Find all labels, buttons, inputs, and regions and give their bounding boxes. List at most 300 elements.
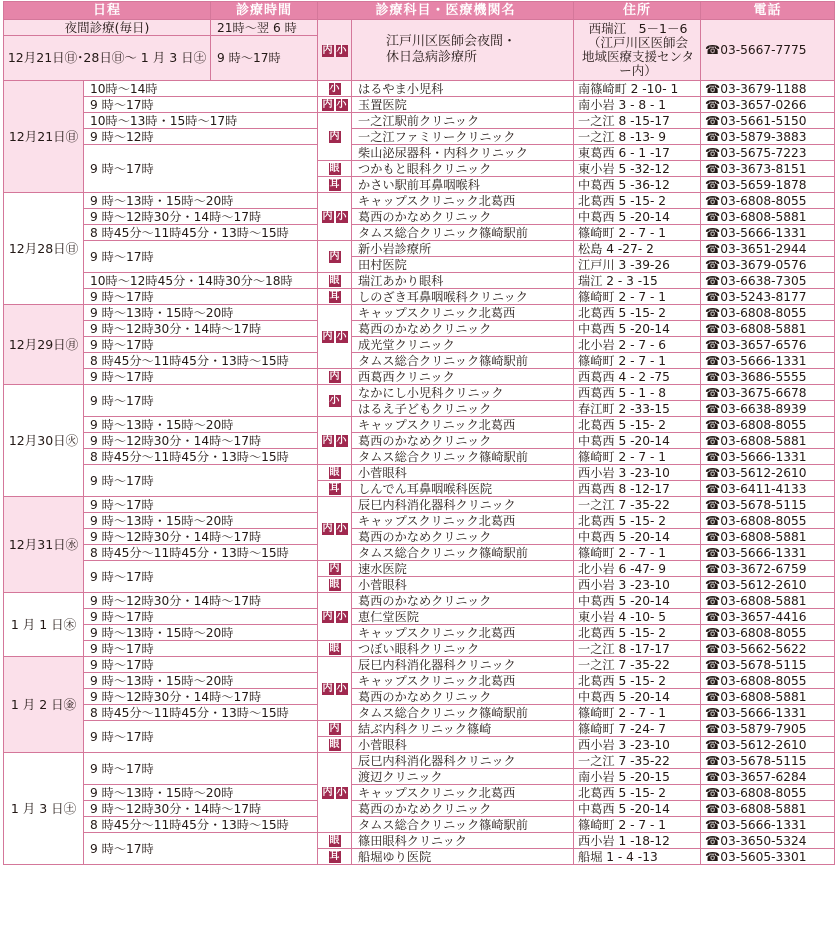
date-cell: 12月30日㊋: [4, 385, 84, 497]
clinic-row: [4, 833, 835, 849]
department-cell: [318, 833, 352, 849]
clinic-address: 南篠崎町 2 -10- 1: [574, 81, 701, 97]
clinic-address: 篠崎町 2 - 7 - 1: [574, 705, 701, 721]
hours-cell: 9 時～12時30分・14時～17時: [84, 529, 318, 545]
hours-cell: 9 時～13時・15時～20時: [84, 625, 318, 641]
dept-badge-internal: 内: [329, 723, 340, 734]
hours-cell: 8 時45分～11時45分・13時～15時: [84, 449, 318, 465]
clinic-name: キャップスクリニック北葛西: [352, 193, 574, 209]
night-row-1: [4, 20, 835, 36]
hours-cell: 9 時～12時30分・14時～17時: [84, 593, 318, 609]
hours-cell: 9 時～17時: [84, 721, 318, 753]
clinic-phone: ☎03-5662-5622: [701, 641, 835, 657]
clinic-row: [4, 225, 835, 241]
clinic-phone: ☎03-5243-8177: [701, 289, 835, 305]
dept-badge-ophthalmology: 眼: [329, 467, 340, 478]
dept-badge-pediatrics: 小: [336, 99, 347, 110]
clinic-name: キャップスクリニック北葛西: [352, 625, 574, 641]
clinic-phone: ☎03-6808-8055: [701, 673, 835, 689]
clinic-phone: ☎03-6638-7305: [701, 273, 835, 289]
clinic-address: 瑞江 2 - 3 -15: [574, 273, 701, 289]
clinic-name: 玉置医院: [352, 97, 574, 113]
dept-badge-pediatrics: 小: [329, 395, 340, 406]
hours-cell: 9 時～17時: [84, 641, 318, 657]
date-cell: 12月29日㊊: [4, 305, 84, 385]
clinic-row: [4, 321, 835, 337]
clinic-row: [4, 625, 835, 641]
hours-cell: 9 時～17時: [84, 145, 318, 193]
clinic-name: 結ぶ内科クリニック篠崎: [352, 721, 574, 737]
department-cell: [318, 753, 352, 833]
clinic-name: キャップスクリニック北葛西: [352, 673, 574, 689]
clinic-phone: ☎03-3673-8151: [701, 161, 835, 177]
clinic-name: しのざき耳鼻咽喉科クリニック: [352, 289, 574, 305]
clinic-row: [4, 449, 835, 465]
clinic-row: [4, 113, 835, 129]
clinic-name: 新小岩診療所: [352, 241, 574, 257]
clinic-address: 江戸川 3 -39-26: [574, 257, 701, 273]
department-cell: [318, 593, 352, 641]
clinic-row: [4, 241, 835, 257]
dept-badge-pediatrics: 小: [336, 331, 347, 342]
clinic-phone: ☎03-6808-5881: [701, 689, 835, 705]
date-cell: 12月21日㊐: [4, 81, 84, 193]
clinic-address: 北葛西 5 -15- 2: [574, 785, 701, 801]
hours-cell: 8 時45分～11時45分・13時～15時: [84, 817, 318, 833]
dept-badge-ophthalmology: 眼: [329, 739, 340, 750]
clinic-address: 中葛西 5 -20-14: [574, 801, 701, 817]
clinic-name: キャップスクリニック北葛西: [352, 417, 574, 433]
dept-badge-pediatrics: 小: [336, 44, 347, 56]
hours-cell: 8 時45分～11時45分・13時～15時: [84, 705, 318, 721]
clinic-address: 西小岩 3 -23-10: [574, 577, 701, 593]
hours-cell: 9 時～17時: [84, 289, 318, 305]
dept-badge-internal: 内: [329, 131, 340, 142]
clinic-address: 西葛西 5 - 1 - 8: [574, 385, 701, 401]
clinic-address: 西葛西 8 -12-17: [574, 481, 701, 497]
hours-cell: 9 時～17時: [84, 465, 318, 497]
dept-badge-internal: 内: [322, 331, 333, 342]
clinic-phone: ☎03-3686-5555: [701, 369, 835, 385]
clinic-phone: ☎03-6808-8055: [701, 305, 835, 321]
clinic-name: つかもと眼科クリニック: [352, 161, 574, 177]
dept-badge-ent: 耳: [329, 483, 340, 494]
clinic-name: 辰巳内科消化器科クリニック: [352, 753, 574, 769]
hours-cell: 9 時～17時: [84, 385, 318, 417]
clinic-address: 中葛西 5 -20-14: [574, 529, 701, 545]
clinic-phone: ☎03-6808-5881: [701, 593, 835, 609]
clinic-phone: ☎03-6808-8055: [701, 417, 835, 433]
header-address: 住所: [574, 2, 701, 20]
clinic-address: 松島 4 -27- 2: [574, 241, 701, 257]
holiday-time: 9 時～17時: [211, 36, 318, 81]
clinic-row: [4, 513, 835, 529]
clinic-row: [4, 705, 835, 721]
department-cell: [318, 385, 352, 417]
clinic-row: [4, 273, 835, 289]
clinic-row: [4, 545, 835, 561]
hours-cell: 9 時～17時: [84, 97, 318, 113]
clinic-name: タムス総合クリニック篠崎駅前: [352, 225, 574, 241]
hours-cell: 8 時45分～11時45分・13時～15時: [84, 225, 318, 241]
department-cell: [318, 369, 352, 385]
hours-cell: 10時～14時: [84, 81, 318, 97]
clinic-address: 中葛西 5 -20-14: [574, 209, 701, 225]
clinic-name: 柴山泌尿器科・内科クリニック: [352, 145, 574, 161]
clinic-address: 船堀 1 - 4 -13: [574, 849, 701, 865]
clinic-address: 篠崎町 2 - 7 - 1: [574, 353, 701, 369]
clinic-address: 一之江 7 -35-22: [574, 657, 701, 673]
header-row: [4, 2, 835, 20]
department-cell: [318, 81, 352, 97]
clinic-name: キャップスクリニック北葛西: [352, 785, 574, 801]
clinic-address: 篠崎町 2 - 7 - 1: [574, 225, 701, 241]
clinic-address: 中葛西 5 -20-14: [574, 689, 701, 705]
dept-badge-ophthalmology: 眼: [329, 579, 340, 590]
dept-badge-internal: 内: [322, 523, 333, 534]
clinic-phone: ☎03-5659-1878: [701, 177, 835, 193]
dept-badge-internal: 内: [322, 435, 333, 446]
dept-badge-ent: 耳: [329, 851, 340, 862]
clinic-phone: ☎03-5678-5115: [701, 753, 835, 769]
clinic-phone: ☎03-5879-3883: [701, 129, 835, 145]
clinic-address: 南小岩 3 - 8 - 1: [574, 97, 701, 113]
clinic-phone: ☎03-6638-8939: [701, 401, 835, 417]
clinic-phone: ☎03-6808-8055: [701, 193, 835, 209]
night-label: 夜間診療(毎日): [4, 20, 211, 36]
clinic-address: 西小岩 3 -23-10: [574, 465, 701, 481]
clinic-name: 西葛西クリニック: [352, 369, 574, 385]
dept-badge-pediatrics: 小: [336, 611, 347, 622]
clinic-name: タムス総合クリニック篠崎駅前: [352, 545, 574, 561]
clinic-name: はるえ子どもクリニック: [352, 401, 574, 417]
department-cell: [318, 849, 352, 865]
clinic-address: 北葛西 5 -15- 2: [574, 417, 701, 433]
clinic-name: つぼい眼科クリニック: [352, 641, 574, 657]
clinic-name: しんでん耳鼻咽喉科医院: [352, 481, 574, 497]
hours-cell: 9 時～17時: [84, 337, 318, 353]
clinic-phone: ☎03-6808-5881: [701, 529, 835, 545]
night-dept: [318, 20, 352, 81]
clinic-phone: ☎03-5666-1331: [701, 449, 835, 465]
clinic-phone: ☎03-5666-1331: [701, 705, 835, 721]
night-clinic-name: 江戸川区医師会夜間・ 休日急病診療所: [352, 20, 574, 81]
clinic-name: 葛西のかなめクリニック: [352, 689, 574, 705]
clinic-phone: ☎03-6808-5881: [701, 321, 835, 337]
clinic-phone: ☎03-6808-8055: [701, 513, 835, 529]
department-cell: [318, 481, 352, 497]
department-cell: [318, 241, 352, 273]
clinic-name: はるやま小児科: [352, 81, 574, 97]
hours-cell: 9 時～17時: [84, 833, 318, 865]
clinic-name: タムス総合クリニック篠崎駅前: [352, 353, 574, 369]
clinic-name: 速水医院: [352, 561, 574, 577]
hours-cell: 9 時～12時: [84, 129, 318, 145]
clinic-row: [4, 817, 835, 833]
dept-badge-pediatrics: 小: [336, 435, 347, 446]
dept-badge-internal: 内: [322, 787, 333, 798]
clinic-address: 中葛西 5 -20-14: [574, 321, 701, 337]
department-cell: [318, 497, 352, 561]
clinic-address: 中葛西 5 -20-14: [574, 593, 701, 609]
dept-badge-ophthalmology: 眼: [329, 275, 340, 286]
clinic-name: 小菅眼科: [352, 465, 574, 481]
clinic-row: [4, 289, 835, 305]
dept-badge-pediatrics: 小: [336, 523, 347, 534]
clinic-name: 小菅眼科: [352, 577, 574, 593]
clinic-name: 辰巳内科消化器科クリニック: [352, 657, 574, 673]
department-cell: [318, 641, 352, 657]
clinic-phone: ☎03-5666-1331: [701, 225, 835, 241]
department-cell: [318, 177, 352, 193]
clinic-row: [4, 81, 835, 97]
clinic-phone: ☎03-6411-4133: [701, 481, 835, 497]
clinic-address: 一之江 8 -15-17: [574, 113, 701, 129]
clinic-name: 成光堂クリニック: [352, 337, 574, 353]
clinic-name: かさい駅前耳鼻咽喉科: [352, 177, 574, 193]
date-cell: 1 月 2 日㊎: [4, 657, 84, 753]
clinic-name: 小菅眼科: [352, 737, 574, 753]
department-cell: [318, 561, 352, 577]
holiday-clinic-table: [3, 1, 835, 865]
date-cell: 12月28日㊐: [4, 193, 84, 305]
hours-cell: 9 時～17時: [84, 369, 318, 385]
hours-cell: 9 時～13時・15時～20時: [84, 193, 318, 209]
hours-cell: 9 時～17時: [84, 609, 318, 625]
clinic-row: [4, 721, 835, 737]
hours-cell: 9 時～12時30分・14時～17時: [84, 801, 318, 817]
clinic-row: [4, 657, 835, 673]
clinic-address: 篠崎町 7 -24- 7: [574, 721, 701, 737]
clinic-row: [4, 385, 835, 401]
dept-badge-internal: 内: [329, 251, 340, 262]
hours-cell: 10時～12時45分・14時30分～18時: [84, 273, 318, 289]
department-cell: [318, 737, 352, 753]
hours-cell: 9 時～13時・15時～20時: [84, 513, 318, 529]
clinic-address: 中葛西 5 -20-14: [574, 433, 701, 449]
hours-cell: 9 時～17時: [84, 753, 318, 785]
night-phone: ☎03-5667-7775: [701, 20, 835, 81]
clinic-name: 葛西のかなめクリニック: [352, 321, 574, 337]
clinic-address: 一之江 8 -17-17: [574, 641, 701, 657]
hours-cell: 9 時～12時30分・14時～17時: [84, 689, 318, 705]
department-cell: [318, 577, 352, 593]
dept-badge-internal: 内: [322, 211, 333, 222]
clinic-row: [4, 353, 835, 369]
clinic-phone: ☎03-5666-1331: [701, 353, 835, 369]
clinic-phone: ☎03-3651-2944: [701, 241, 835, 257]
hours-cell: 9 時～12時30分・14時～17時: [84, 321, 318, 337]
clinic-name: 一之江ファミリークリニック: [352, 129, 574, 145]
clinic-phone: ☎03-3672-6759: [701, 561, 835, 577]
clinic-row: [4, 433, 835, 449]
clinic-name: 葛西のかなめクリニック: [352, 593, 574, 609]
date-cell: 1 月 1 日㊍: [4, 593, 84, 657]
hours-cell: 9 時～12時30分・14時～17時: [84, 433, 318, 449]
clinic-address: 中葛西 5 -36-12: [574, 177, 701, 193]
clinic-phone: ☎03-5678-5115: [701, 497, 835, 513]
clinic-name: 一之江駅前クリニック: [352, 113, 574, 129]
clinic-address: 北葛西 5 -15- 2: [574, 305, 701, 321]
clinic-phone: ☎03-5666-1331: [701, 817, 835, 833]
dept-badge-ophthalmology: 眼: [329, 163, 340, 174]
department-cell: [318, 113, 352, 161]
department-cell: [318, 161, 352, 177]
clinic-phone: ☎03-5612-2610: [701, 465, 835, 481]
clinic-name: 葛西のかなめクリニック: [352, 433, 574, 449]
hours-cell: 9 時～17時: [84, 241, 318, 273]
hours-cell: 9 時～17時: [84, 657, 318, 673]
clinic-row: [4, 193, 835, 209]
clinic-phone: ☎03-3679-1188: [701, 81, 835, 97]
hours-cell: 8 時45分～11時45分・13時～15時: [84, 545, 318, 561]
clinic-phone: ☎03-5612-2610: [701, 577, 835, 593]
clinic-phone: ☎03-3657-4416: [701, 609, 835, 625]
clinic-row: [4, 641, 835, 657]
clinic-phone: ☎03-3657-6284: [701, 769, 835, 785]
clinic-phone: ☎03-5661-5150: [701, 113, 835, 129]
clinic-row: [4, 305, 835, 321]
clinic-phone: ☎03-3657-6576: [701, 337, 835, 353]
clinic-row: [4, 465, 835, 481]
header-hours: 診療時間: [211, 2, 318, 20]
clinic-name: 葛西のかなめクリニック: [352, 801, 574, 817]
clinic-row: [4, 673, 835, 689]
clinic-row: [4, 529, 835, 545]
clinic-address: 篠崎町 2 - 7 - 1: [574, 449, 701, 465]
hours-cell: 8 時45分～11時45分・13時～15時: [84, 353, 318, 369]
clinic-phone: ☎03-5678-5115: [701, 657, 835, 673]
clinic-name: 恵仁堂医院: [352, 609, 574, 625]
date-cell: 1 月 3 日㊏: [4, 753, 84, 865]
dept-badge-internal: 内: [322, 611, 333, 622]
department-cell: [318, 273, 352, 289]
clinic-address: 北葛西 5 -15- 2: [574, 673, 701, 689]
hours-cell: 9 時～13時・15時～20時: [84, 785, 318, 801]
clinic-phone: ☎03-5605-3301: [701, 849, 835, 865]
clinic-phone: ☎03-5675-7223: [701, 145, 835, 161]
clinic-address: 北小岩 2 - 7 - 6: [574, 337, 701, 353]
clinic-name: なかにし小児科クリニック: [352, 385, 574, 401]
dept-badge-ophthalmology: 眼: [329, 835, 340, 846]
clinic-phone: ☎03-6808-8055: [701, 785, 835, 801]
clinic-name: 田村医院: [352, 257, 574, 273]
department-cell: [318, 97, 352, 113]
dept-badge-internal: 内: [322, 44, 333, 56]
header-department-clinic: 診療科目・医療機関名: [318, 2, 574, 20]
clinic-address: 一之江 7 -35-22: [574, 497, 701, 513]
clinic-address: 南小岩 5 -20-15: [574, 769, 701, 785]
clinic-row: [4, 145, 835, 161]
clinic-phone: ☎03-5666-1331: [701, 545, 835, 561]
dept-badge-ophthalmology: 眼: [329, 643, 340, 654]
clinic-address: 西小岩 3 -23-10: [574, 737, 701, 753]
clinic-address: 東小岩 4 -10- 5: [574, 609, 701, 625]
clinic-phone: ☎03-6808-5881: [701, 209, 835, 225]
dept-badge-internal: 内: [329, 371, 340, 382]
clinic-name: タムス総合クリニック篠崎駅前: [352, 817, 574, 833]
clinic-row: [4, 593, 835, 609]
clinic-address: 篠崎町 2 - 7 - 1: [574, 545, 701, 561]
header-phone: 電話: [701, 2, 835, 20]
night-address: 西瑞江 5－1－6 （江戸川区医師会 地域医療支援センター内）: [574, 20, 701, 81]
clinic-name: 篠田眼科クリニック: [352, 833, 574, 849]
clinic-row: [4, 97, 835, 113]
clinic-row: [4, 753, 835, 769]
clinic-row: [4, 561, 835, 577]
clinic-name: 葛西のかなめクリニック: [352, 209, 574, 225]
dept-badge-pediatrics: 小: [329, 83, 340, 94]
hours-cell: 9 時～13時・15時～20時: [84, 417, 318, 433]
clinic-name: 辰巳内科消化器科クリニック: [352, 497, 574, 513]
clinic-address: 一之江 8 -13- 9: [574, 129, 701, 145]
clinic-phone: ☎03-3657-0266: [701, 97, 835, 113]
clinic-address: 北葛西 5 -15- 2: [574, 193, 701, 209]
hours-cell: 10時～13時・15時～17時: [84, 113, 318, 129]
clinic-row: [4, 801, 835, 817]
clinic-address: 春江町 2 -33-15: [574, 401, 701, 417]
clinic-phone: ☎03-5879-7905: [701, 721, 835, 737]
clinic-address: 一之江 7 -35-22: [574, 753, 701, 769]
clinic-name: タムス総合クリニック篠崎駅前: [352, 705, 574, 721]
clinic-address: 東小岩 5 -32-12: [574, 161, 701, 177]
dept-badge-internal: 内: [329, 563, 340, 574]
department-cell: [318, 657, 352, 721]
department-cell: [318, 289, 352, 305]
clinic-row: [4, 609, 835, 625]
dept-badge-pediatrics: 小: [336, 683, 347, 694]
department-cell: [318, 193, 352, 241]
clinic-phone: ☎03-6808-8055: [701, 625, 835, 641]
clinic-phone: ☎03-6808-5881: [701, 801, 835, 817]
clinic-name: 瑞江あかり眼科: [352, 273, 574, 289]
clinic-phone: ☎03-3679-0576: [701, 257, 835, 273]
clinic-name: 葛西のかなめクリニック: [352, 529, 574, 545]
night-time: 21時～翌 6 時: [211, 20, 318, 36]
clinic-phone: ☎03-5612-2610: [701, 737, 835, 753]
clinic-row: [4, 689, 835, 705]
hours-cell: 9 時～13時・15時～20時: [84, 305, 318, 321]
clinic-address: 北葛西 5 -15- 2: [574, 513, 701, 529]
clinic-row: [4, 369, 835, 385]
department-cell: [318, 305, 352, 369]
dept-badge-ent: 耳: [329, 179, 340, 190]
clinic-phone: ☎03-3650-5324: [701, 833, 835, 849]
clinic-name: 船堀ゆり医院: [352, 849, 574, 865]
dept-badge-internal: 内: [322, 683, 333, 694]
hours-cell: 9 時～13時・15時～20時: [84, 673, 318, 689]
clinic-address: 北小岩 6 -47- 9: [574, 561, 701, 577]
clinic-phone: ☎03-3675-6678: [701, 385, 835, 401]
clinic-row: [4, 337, 835, 353]
clinic-row: [4, 129, 835, 145]
holiday-label: 12月21日㊐･28日㊐～ 1 月 3 日㊏: [4, 36, 211, 81]
dept-badge-ent: 耳: [329, 291, 340, 302]
department-cell: [318, 465, 352, 481]
clinic-name: 渡辺クリニック: [352, 769, 574, 785]
clinic-row: [4, 497, 835, 513]
dept-badge-pediatrics: 小: [336, 211, 347, 222]
dept-badge-internal: 内: [322, 99, 333, 110]
clinic-name: タムス総合クリニック篠崎駅前: [352, 449, 574, 465]
clinic-phone: ☎03-6808-5881: [701, 433, 835, 449]
department-cell: [318, 417, 352, 465]
hours-cell: 9 時～17時: [84, 561, 318, 593]
clinic-address: 西小岩 1 -18-12: [574, 833, 701, 849]
header-schedule: 日程: [4, 2, 211, 20]
clinic-row: [4, 785, 835, 801]
hours-cell: 9 時～17時: [84, 497, 318, 513]
